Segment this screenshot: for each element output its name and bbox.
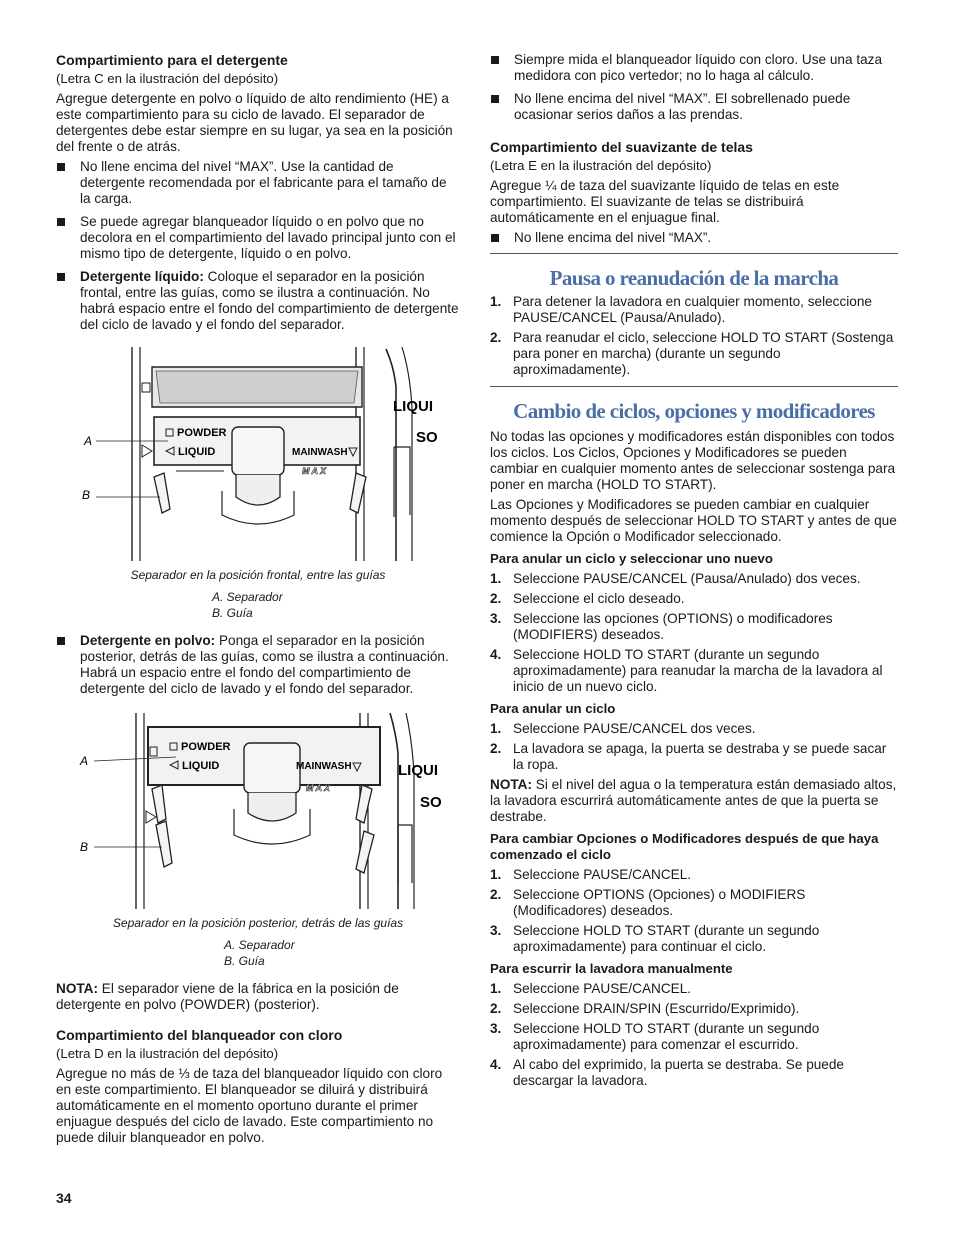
max-label: MAX	[306, 783, 332, 793]
bullet-square-icon	[57, 637, 65, 645]
list-item: 4. Seleccione HOLD TO START (durante un segundo aproximadamente) para reanudar la marcha de la lavadora al inicio de un nuevo ciclo.	[490, 647, 883, 694]
bleach-subheading: (Letra D en la ilustración del depósito)	[56, 1046, 279, 1061]
cancel-new-heading: Para anular un ciclo y seleccionar uno nuevo	[490, 551, 773, 566]
bullet-square-icon	[491, 56, 499, 64]
bullet-square-icon	[57, 273, 65, 281]
list-item: Detergente líquido: Coloque el separador en la posición frontal, entre las guías, como se ilustra a continuación. No habrá espacio entre el fondo del compartimiento de detergente del ciclo de lavado y el fondo del separador.	[56, 269, 460, 333]
cancel-heading: Para anular un ciclo	[490, 701, 616, 716]
powder-label: POWDER	[181, 741, 231, 753]
detergent-bullets	[56, 159, 460, 333]
drain-steps	[490, 981, 898, 1089]
list-item: 2. Seleccione OPTIONS (Opciones) o MODIFIERS (Modificadores) deseados.	[490, 887, 806, 918]
page-number: 34	[56, 1190, 72, 1206]
change-intro-1: No todas las opciones y modificadores están disponibles con todos los ciclos. Los Ciclos, Opciones y Modificadores se pueden cambiar en cualquier momento antes de seleccionar sostenga para poner en marcha (HOLD TO START).	[490, 429, 896, 492]
list-item: 3. Seleccione HOLD TO START (durante un segundo aproximadamente) para continuar el ciclo.	[490, 923, 820, 954]
callout-b: B	[82, 488, 91, 502]
list-item: 2. Seleccione el ciclo deseado.	[490, 591, 685, 606]
change-section-title: Cambio de ciclos, opciones y modificadores	[513, 399, 875, 423]
list-item: 1. Seleccione PAUSE/CANCEL (Pausa/Anulado) dos veces.	[490, 571, 861, 586]
figure-rear-position	[56, 713, 460, 969]
list-item: 4. Al cabo del exprimido, la puerta se destraba. Se puede descargar la lavadora.	[490, 1057, 844, 1088]
side-label-liquid: LIQUI	[398, 762, 438, 779]
dispenser-front-illustration	[56, 347, 460, 561]
figure-caption: Separador en la posición posterior, detrás de las guías	[112, 916, 404, 930]
side-label-powder: SO	[420, 794, 442, 811]
liquid-label: LIQUID	[182, 760, 220, 772]
bullet-square-icon	[491, 95, 499, 103]
left-column	[56, 52, 460, 1150]
mainwash-label: MAINWASH	[292, 447, 348, 458]
change-intro-2: Las Opciones y Modificadores se pueden cambiar en cualquier momento después de seleccionar HOLD TO START y antes de que comience la Opción o Modificador seleccionado.	[490, 497, 897, 544]
dispenser-rear-illustration	[56, 713, 460, 909]
list-item: Detergente en polvo: Ponga el separador en la posición posterior, detrás de las guías, como se ilustra a continuación. Habrá un espacio entre el fondo del compartimiento de detergente del ciclo de lavado y el fondo del separador.	[56, 633, 460, 697]
after-start-heading: Para cambiar Opciones o Modificadores después de que haya comenzado el ciclo	[490, 831, 879, 862]
callout-b: B	[80, 840, 89, 854]
factory-note: NOTA: El separador viene de la fábrica en la posición de detergente en polvo (POWDER) (posterior).	[56, 981, 399, 1012]
powder-bullet-list	[56, 633, 460, 697]
figure-legend: A. Separador B. Guía	[212, 590, 283, 620]
after-start-steps	[490, 867, 898, 955]
list-item: Se puede agregar blanqueador líquido o en polvo que no decolora en el compartimiento del lavado principal junto con el mismo tipo de detergente, líquido o en polvo.	[56, 214, 460, 262]
callout-a: A	[84, 434, 93, 448]
list-item: No llene encima del nivel “MAX”. Use la cantidad de detergente recomendada por el fabricante para el tamaño de la carga.	[56, 159, 460, 207]
pause-section-title: Pausa o reanudación de la marcha	[549, 266, 839, 290]
figure-caption: Separador en la posición frontal, entre las guías	[130, 568, 386, 582]
list-item: No llene encima del nivel “MAX”. El sobrellenado puede ocasionar serios daños a las prendas.	[490, 91, 898, 123]
softener-heading: Compartimiento del suavizante de telas	[490, 139, 753, 155]
detergent-intro: Agregue detergente en polvo o líquido de alto rendimiento (HE) a este compartimiento para su ciclo de lavado. El separador de detergentes debe estar siempre en su lugar, ya sea en la posición del frente o de atrás.	[56, 91, 453, 154]
cancel-steps	[490, 721, 898, 773]
bullet-square-icon	[57, 163, 65, 171]
softener-subheading: (Letra E en la ilustración del depósito)	[490, 158, 712, 173]
bullet-square-icon	[491, 234, 499, 242]
bleach-bullets	[490, 52, 898, 123]
side-label-liquid: LIQUI	[393, 398, 433, 415]
list-item: No llene encima del nivel “MAX”.	[490, 230, 898, 246]
figure-legend: A. Separador B. Guía	[224, 938, 295, 968]
bleach-text: Agregue no más de ⅓ de taza del blanqueador líquido con cloro en este compartimiento. El blanqueador se diluirá y distribuirá automáticamente en el momento oportuno durante el primer enjuague después del ciclo de lavado. Este compartimiento no puede diluir blanqueador en polvo.	[56, 1066, 443, 1145]
side-label-powder: SO	[416, 429, 438, 446]
list-item: 2. Seleccione DRAIN/SPIN (Escurrido/Exprimido).	[490, 1001, 800, 1016]
bleach-heading: Compartimiento del blanqueador con cloro	[56, 1027, 343, 1043]
list-item: 1. Seleccione PAUSE/CANCEL dos veces.	[490, 721, 756, 736]
softener-bullets	[490, 230, 898, 246]
figure-front-position	[56, 347, 460, 621]
detergent-subheading: (Letra C en la ilustración del depósito)	[56, 71, 279, 86]
section-divider	[490, 253, 898, 254]
cancel-new-steps	[490, 571, 898, 695]
right-column	[490, 52, 898, 1093]
softener-text: Agregue ¼ de taza del suavizante líquido de telas en este compartimiento. El suavizante de telas se distribuirá automáticamente en el enjuague final.	[490, 178, 840, 225]
list-item: 1. Para detener la lavadora en cualquier momento, seleccione PAUSE/CANCEL (Pausa/Anulado).	[490, 294, 872, 325]
list-item: 2. Para reanudar el ciclo, seleccione HOLD TO START (Sostenga para poner en marcha) (durante un segundo aproximadamente).	[490, 330, 894, 377]
detergent-heading: Compartimiento para el detergente	[56, 52, 288, 68]
list-item: 1. Seleccione PAUSE/CANCEL.	[490, 981, 692, 996]
liquid-label: LIQUID	[178, 446, 216, 458]
section-divider	[490, 386, 898, 387]
drain-heading: Para escurrir la lavadora manualmente	[490, 961, 733, 976]
max-label: MAX	[302, 466, 328, 476]
list-item: 2. La lavadora se apaga, la puerta se destraba y se puede sacar la ropa.	[490, 741, 887, 772]
callout-a: A	[80, 754, 89, 768]
list-item: 1. Seleccione PAUSE/CANCEL.	[490, 867, 692, 882]
drain-note: NOTA: Si el nivel del agua o la temperatura están demasiado altos, la lavadora escurrirá automáticamente antes de que la puerta se destrabe.	[490, 777, 897, 824]
mainwash-label: MAINWASH	[296, 761, 352, 772]
list-item: Siempre mida el blanqueador líquido con cloro. Use una taza medidora con pico vertedor; no lo haga al cálculo.	[490, 52, 898, 84]
powder-label: POWDER	[177, 427, 227, 439]
pause-steps	[490, 294, 898, 378]
list-item: 3. Seleccione HOLD TO START (durante un segundo aproximadamente) para comenzar el escurrido.	[490, 1021, 820, 1052]
bullet-square-icon	[57, 218, 65, 226]
list-item: 3. Seleccione las opciones (OPTIONS) o modificadores (MODIFIERS) deseados.	[490, 611, 833, 642]
